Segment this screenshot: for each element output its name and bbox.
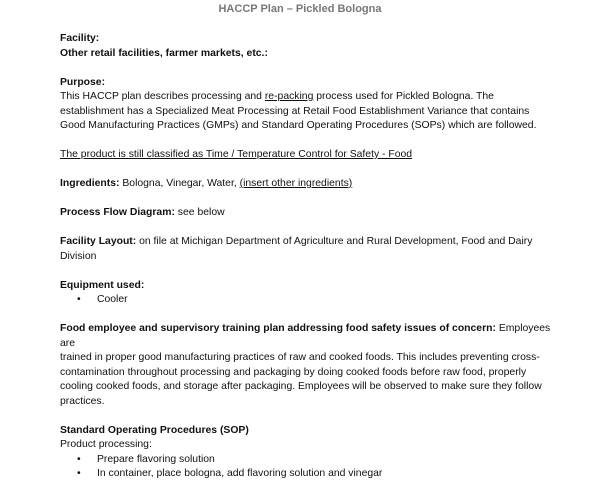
facility-layout-value: on file at Michigan Department of Agriculture and Rural Development, Food and Dairy (136, 236, 533, 247)
purpose-line-1 (60, 90, 560, 105)
insert-ingredients-placeholder: (insert other ingredients) (239, 178, 353, 189)
classification-statement: The product is still classified as Time / Temperature Control for Safety - Food (60, 149, 413, 160)
process-flow-value: see below (174, 207, 225, 218)
bullet-icon: • (77, 294, 81, 305)
sop-list (60, 453, 560, 482)
training-line-4: cooling cooked foods, and storage after packaging. Employees will be observed to make sure they follow (60, 381, 542, 392)
facility-layout-line-1 (60, 235, 560, 250)
list-item (60, 293, 560, 308)
facility-layout-label: Facility Layout: (60, 236, 137, 247)
process-flow-line (60, 206, 560, 221)
facility-layout-line-2: Division (60, 250, 97, 262)
purpose-line-3: Good Manufacturing Practices (GMPs) and Standard Operating Procedures (SOPs) which are followed. (60, 120, 537, 131)
training-line-3: contamination throughout processing and packaging by doing cooked foods before raw food, properly (60, 366, 527, 378)
training-label: Food employee and supervisory training plan addressing food safety issues of concern: (60, 323, 496, 334)
document-title: HACCP Plan – Pickled Bologna (218, 3, 382, 15)
sop-item: Prepare flavoring solution (97, 453, 215, 465)
sop-item: In container, place bologna, add flavoring solution and vinegar (97, 468, 383, 479)
purpose-line-2: establishment has a Specialized Meat Processing at Retail Food Establishment Variance that contains (60, 105, 530, 117)
bullet-icon: • (77, 453, 81, 465)
purpose-label: Purpose: (60, 76, 106, 88)
list-item (60, 467, 560, 482)
facility-value: Other retail facilities, farmer markets, etc.: (60, 47, 268, 59)
sop-subheading: Product processing: (60, 439, 152, 450)
equipment-item: Cooler (97, 294, 128, 305)
equipment-label: Equipment used: (60, 279, 145, 291)
ingredients-label: Ingredients: (60, 178, 120, 189)
ingredients-value: Bologna, Vinegar, Water, (119, 178, 240, 189)
re-packing-link: re-packing (264, 91, 314, 102)
list-item (60, 453, 560, 468)
facility-label: Facility: (60, 33, 100, 44)
process-flow-label: Process Flow Diagram: (60, 207, 175, 218)
training-line-1 (60, 322, 560, 351)
training-text-a: Employees are (60, 323, 551, 349)
purpose-text-b: process used for Pickled Bologna. The (313, 91, 494, 102)
document-body (60, 32, 560, 482)
equipment-list (60, 293, 560, 308)
sop-label: Standard Operating Procedures (SOP) (60, 424, 249, 436)
training-line-5: practices. (60, 395, 105, 407)
ingredients-line (60, 177, 560, 192)
training-line-2: trained in proper good manufacturing practices of raw and cooked foods. This includes preventing cross- (60, 352, 540, 363)
purpose-text-a: This HACCP plan describes processing and (60, 91, 265, 102)
bullet-icon: • (77, 468, 81, 479)
